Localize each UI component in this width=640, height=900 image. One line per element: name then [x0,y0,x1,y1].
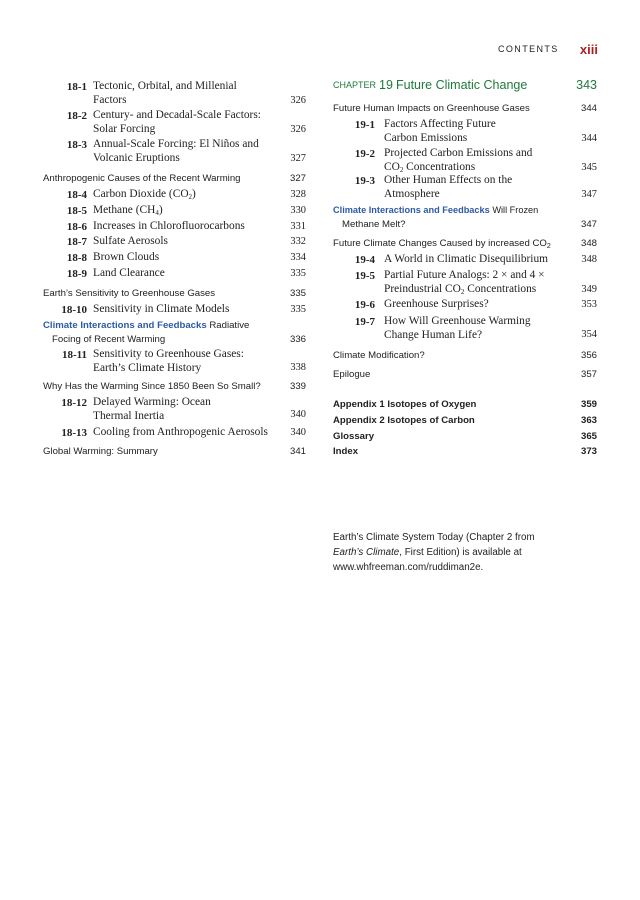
section-number: 19-4 [354,254,375,266]
section-number: 18-13 [61,427,87,439]
page-number: 331 [290,221,306,232]
feature-title-line2: Methane Melt? [342,219,406,230]
section-title: Other Human Effects on the Atmosphere [384,174,513,200]
heading-text: Epilogue [333,369,371,380]
index-title: Index [333,446,359,457]
chapter-page: 343 [576,78,597,92]
page-number: 340 [290,409,306,420]
section-title: Methane $(CH_4)$ [93,204,163,217]
heading-text: Anthropogenic Causes of the Recent Warming [43,173,241,184]
section-number: 19-3 [354,175,375,187]
section-number: 18-11 [61,349,87,361]
page-number: 335 [290,268,306,279]
page-number: 339 [289,381,306,392]
page-number: 332 [290,236,306,247]
section-title: Factors Affecting Future Carbon Emissions [384,118,496,144]
page-number: 341 [289,446,306,457]
page-number: 348 [581,254,597,265]
section-title: Partial Future Analogs: 2 × and 4 × Preindustrial $CO_2$ Concentrations [384,269,545,296]
page-number: 359 [580,399,597,410]
heading-text: Global Warming: Summary [43,446,158,457]
page-number: 357 [580,369,597,380]
appendix-title: Appendix 2 Isotopes of Carbon [333,415,475,426]
glossary-title: Glossary [333,431,375,442]
availability-note: Earth’s Climate System Today (Chapter 2 from Earth’s Climate, First Edition) is available at www.whfreeman.com/ruddiman2e. [333,532,535,573]
heading-text: Future Climate Changes Caused by increased $CO_2$ [333,238,551,250]
chapter-number: 19 [379,78,393,92]
section-title: Tectonic, Orbital, and Millenial Factors [93,80,237,106]
page-number: 330 [290,205,306,216]
section-title: Brown Clouds [93,251,160,263]
section-title: Sensitivity in Climate Models [93,303,230,315]
heading-text: Why Has the Warming Since 1850 Been So Small? [43,381,261,392]
page-number: 336 [289,334,306,345]
page-number: 347 [580,219,597,230]
section-title: Cooling from Anthropogenic Aerosols [93,426,268,438]
page-number: 345 [581,162,597,173]
heading-text: Future Human Impacts on Greenhouse Gases [333,103,530,114]
page-number: 326 [290,124,306,135]
section-number: 18-7 [66,236,87,248]
section-title: Increases in Chlorofluorocarbons [93,220,245,232]
url-link[interactable]: www.whfreeman.com/ruddiman2e. [333,562,484,573]
section-title: Carbon Dioxide $(CO_2)$ [93,188,196,201]
section-title: Century- and Decadal-Scale Factors: Solar Forcing [93,109,261,135]
page-number: 363 [580,415,597,426]
page-number: 334 [290,252,306,263]
page-number: 335 [289,288,306,299]
section-number: 18-6 [66,221,87,233]
section-number: 19-5 [354,270,375,282]
feature-title: Climate Interactions and Feedbacks Radiative [43,320,250,331]
section-title: Sensitivity to Greenhouse Gases: Earth’s Climate History [93,348,244,374]
section-number: 18-10 [61,304,87,316]
page-number: 356 [580,350,597,361]
running-header [470,43,598,57]
header-label: CONTENTS [498,44,559,54]
section-title: How Will Greenhouse Warming Change Human Life? [384,315,531,341]
section-title: A World in Climatic Disequilibrium [384,253,549,265]
chapter-title: Future Climatic Change [396,78,528,92]
page-number: 327 [289,173,306,184]
page-number: 365 [580,431,597,442]
page-number: 340 [290,427,306,438]
heading-text: Earth’s Sensitivity to Greenhouse Gases [43,288,216,299]
section-number: 19-1 [354,119,375,131]
page-number: 344 [580,103,597,114]
section-number: 18-4 [66,189,87,201]
feature-title-line2: Focing of Recent Warming [52,334,166,345]
page-number: 373 [580,446,597,457]
section-title: Delayed Warming: Ocean Thermal Inertia [93,396,211,422]
section-number: 19-2 [354,148,375,160]
chapter-label: CHAPTER [333,80,377,90]
page-number: 349 [581,284,597,295]
section-number: 19-6 [354,299,375,311]
section-title: Sulfate Aerosols [93,235,168,247]
page-number: 353 [581,299,597,310]
section-number: 18-8 [66,252,87,264]
feature-title: Climate Interactions and Feedbacks Will Frozen [333,205,539,215]
page-number: 348 [580,238,597,249]
section-number: 18-5 [66,205,87,217]
section-title: Annual-Scale Forcing: El Niños and Volcanic Eruptions [93,138,259,164]
heading-text: Climate Modification? [333,350,425,361]
section-number: 18-2 [66,110,87,122]
section-number: 19-7 [354,316,375,328]
appendix-title: Appendix 1 Isotopes of Oxygen [333,399,477,410]
section-number: 18-9 [66,268,87,280]
page-number: 335 [290,304,306,315]
section-title: Greenhouse Surprises? [384,298,489,310]
page-number: 354 [581,329,597,340]
header-page-number: xiii [579,42,598,57]
section-number: 18-3 [66,139,87,151]
page-number: 327 [290,153,306,164]
page-number: 338 [290,362,306,373]
section-title: Projected Carbon Emissions and $CO_2$ Concentrations [384,147,533,174]
section-number: 18-12 [61,397,87,409]
page-number: 344 [581,133,597,144]
section-number: 18-1 [66,81,87,93]
page-number: 326 [290,95,306,106]
page-number: 328 [290,189,306,200]
section-title: Land Clearance [93,267,165,279]
page-number: 347 [581,189,597,200]
